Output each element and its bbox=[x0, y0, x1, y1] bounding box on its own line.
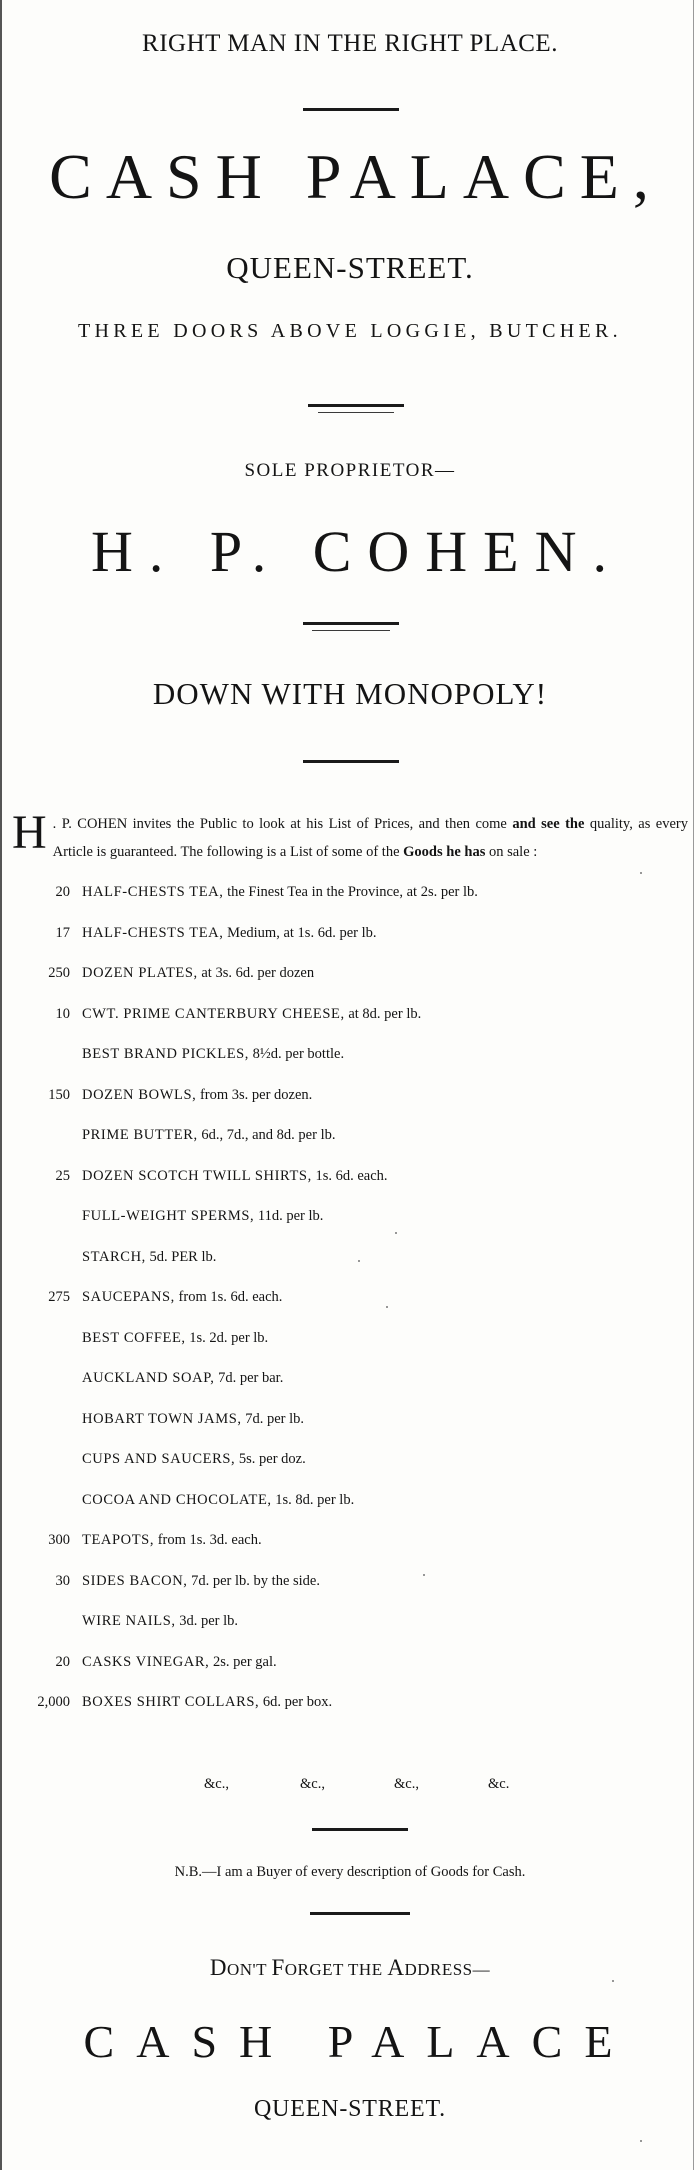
print-speck bbox=[640, 2140, 642, 2142]
item-name: DOZEN PLATES, bbox=[82, 965, 198, 981]
tagline: RIGHT MAN IN THE RIGHT PLACE. bbox=[142, 30, 558, 57]
price-list-item bbox=[0, 1289, 700, 1306]
print-speck bbox=[395, 1232, 397, 1234]
store-name-footer: CASH PALACE bbox=[83, 2016, 635, 2067]
item-name: WIRE NAILS, bbox=[82, 1613, 176, 1629]
item-quantity: 2,000 bbox=[37, 1694, 70, 1710]
item-price: 7d. per lb. bbox=[241, 1411, 305, 1427]
divider-rule bbox=[303, 622, 399, 625]
price-list-item bbox=[0, 1411, 700, 1428]
intro-bold-text: Goods he has bbox=[403, 844, 486, 860]
item-quantity: 275 bbox=[48, 1289, 70, 1305]
item-name: CASKS VINEGAR, bbox=[82, 1654, 210, 1670]
item-name: BEST BRAND PICKLES, bbox=[82, 1046, 250, 1062]
item-name: CWT. PRIME CANTERBURY CHEESE, bbox=[82, 1006, 345, 1022]
etc-mark: &c., bbox=[394, 1776, 419, 1792]
item-quantity: 150 bbox=[48, 1087, 70, 1103]
smallcaps-initial: A bbox=[387, 1955, 405, 1980]
item-quantity: 250 bbox=[48, 965, 70, 981]
etc-mark: &c., bbox=[300, 1776, 325, 1792]
price-list-item bbox=[0, 1694, 700, 1711]
price-list-item bbox=[0, 1208, 700, 1225]
price-list-item bbox=[0, 925, 700, 942]
item-price: 3d. per lb. bbox=[175, 1613, 239, 1629]
item-quantity: 300 bbox=[48, 1532, 70, 1548]
divider-rule-thin bbox=[312, 630, 390, 631]
item-price: from 3s. per dozen. bbox=[196, 1087, 313, 1103]
item-quantity: 30 bbox=[55, 1573, 70, 1589]
etc-mark: &c. bbox=[488, 1776, 510, 1792]
item-name: DOZEN BOWLS, bbox=[82, 1087, 197, 1103]
dont-forget-line bbox=[0, 1955, 700, 1981]
price-list-item bbox=[0, 1330, 700, 1347]
print-speck bbox=[423, 1574, 425, 1576]
item-name: BEST COFFEE, bbox=[82, 1330, 186, 1346]
item-quantity: 25 bbox=[55, 1168, 70, 1184]
item-price: 1s. 2d. per lb. bbox=[185, 1330, 269, 1346]
item-quantity: 17 bbox=[55, 925, 70, 941]
item-name: FULL-WEIGHT SPERMS, bbox=[82, 1208, 255, 1224]
print-speck bbox=[386, 1306, 388, 1308]
intro-text: . P. COHEN invites the Public to look at his List of Prices, and then come bbox=[52, 816, 513, 832]
item-price: 7d. per lb. by the side. bbox=[187, 1573, 320, 1589]
item-price: 5d. PER lb. bbox=[145, 1249, 217, 1265]
price-list-item bbox=[0, 1127, 700, 1144]
item-price: 11d. per lb. bbox=[254, 1208, 324, 1224]
price-list-item bbox=[0, 1249, 700, 1266]
item-price: 8½d. per bottle. bbox=[249, 1046, 345, 1062]
price-list-item bbox=[0, 1006, 700, 1023]
store-name-heading: CASH PALACE, bbox=[49, 141, 663, 212]
price-list-item bbox=[0, 1046, 700, 1063]
etc-mark: &c., bbox=[204, 1776, 229, 1792]
item-name: HOBART TOWN JAMS, bbox=[82, 1411, 242, 1427]
item-price: Medium, at 1s. 6d. per lb. bbox=[223, 925, 377, 941]
proprietor-name: H. P. COHEN. bbox=[91, 519, 623, 584]
price-list-item bbox=[0, 1654, 700, 1671]
divider-rule bbox=[310, 1912, 410, 1915]
slogan: DOWN WITH MONOPOLY! bbox=[152, 676, 548, 711]
price-list-item bbox=[0, 1451, 700, 1468]
item-name: TEAPOTS, bbox=[82, 1532, 155, 1548]
item-name: DOZEN SCOTCH TWILL SHIRTS, bbox=[82, 1168, 312, 1184]
item-price: 2s. per gal. bbox=[209, 1654, 277, 1670]
item-price: 1s. 6d. each. bbox=[311, 1168, 388, 1184]
item-name: SIDES BACON, bbox=[82, 1573, 188, 1589]
item-price: 5s. per doz. bbox=[235, 1451, 306, 1467]
item-price: at 3s. 6d. per dozen bbox=[197, 965, 315, 981]
item-price: 7d. per bar. bbox=[214, 1370, 284, 1386]
divider-rule bbox=[303, 108, 399, 111]
street-heading: QUEEN-STREET. bbox=[226, 250, 474, 285]
item-price: from 1s. 3d. each. bbox=[154, 1532, 262, 1548]
item-name: STARCH, bbox=[82, 1249, 146, 1265]
print-speck bbox=[640, 872, 642, 874]
item-name: COCOA AND CHOCOLATE, bbox=[82, 1492, 272, 1508]
intro-bold-text: and see the bbox=[512, 816, 585, 832]
divider-rule bbox=[303, 760, 399, 763]
item-name: AUCKLAND SOAP, bbox=[82, 1370, 215, 1386]
item-price: at 8d. per lb. bbox=[344, 1006, 422, 1022]
item-quantity: 10 bbox=[55, 1006, 70, 1022]
item-price: 6d. per box. bbox=[259, 1694, 333, 1710]
item-price: 6d., 7d., and 8d. per lb. bbox=[197, 1127, 336, 1143]
divider-rule-thin bbox=[318, 412, 394, 413]
smallcaps-text: ORGET THE bbox=[284, 1960, 388, 1979]
buyer-note: N.B.—I am a Buyer of every description of Goods for Cash. bbox=[174, 1864, 526, 1880]
price-list-item bbox=[0, 884, 700, 901]
intro-paragraph bbox=[12, 806, 689, 866]
intro-text: quality, as every Article is guaranteed. The following is a List of some of the bbox=[52, 816, 689, 860]
price-list-item bbox=[0, 1573, 700, 1590]
divider-rule bbox=[308, 404, 404, 407]
print-speck bbox=[358, 1260, 360, 1262]
item-name: HALF-CHESTS TEA, bbox=[82, 884, 224, 900]
price-list-item bbox=[0, 1087, 700, 1104]
smallcaps-text: DDRESS— bbox=[404, 1960, 491, 1979]
item-quantity: 20 bbox=[55, 884, 70, 900]
print-speck bbox=[612, 1980, 614, 1982]
price-list-item bbox=[0, 1168, 700, 1185]
item-name: BOXES SHIRT COLLARS, bbox=[82, 1694, 260, 1710]
item-name: CUPS AND SAUCERS, bbox=[82, 1451, 236, 1467]
street-footer: QUEEN-STREET. bbox=[254, 2096, 446, 2122]
item-name: HALF-CHESTS TEA, bbox=[82, 925, 224, 941]
dropcap: H bbox=[12, 806, 47, 859]
item-name: SAUCEPANS, bbox=[82, 1289, 175, 1305]
smallcaps-initial: D bbox=[209, 1955, 227, 1980]
item-price: from 1s. 6d. each. bbox=[174, 1289, 283, 1305]
intro-text: on sale : bbox=[485, 844, 538, 860]
location-line: THREE DOORS ABOVE LOGGIE, BUTCHER. bbox=[78, 320, 622, 342]
price-list-item bbox=[0, 1532, 700, 1549]
smallcaps-initial: F bbox=[271, 1955, 285, 1980]
price-list-item bbox=[0, 965, 700, 982]
item-price: 1s. 8d. per lb. bbox=[271, 1492, 355, 1508]
item-quantity: 20 bbox=[55, 1654, 70, 1670]
item-name: PRIME BUTTER, bbox=[82, 1127, 198, 1143]
price-list-item bbox=[0, 1492, 700, 1509]
smallcaps-text: ON'T bbox=[226, 1960, 272, 1979]
price-list-item bbox=[0, 1370, 700, 1387]
sole-proprietor-label: SOLE PROPRIETOR— bbox=[244, 460, 456, 481]
price-list-item bbox=[0, 1613, 700, 1630]
divider-rule bbox=[312, 1828, 408, 1831]
item-price: the Finest Tea in the Province, at 2s. per lb. bbox=[223, 884, 478, 900]
